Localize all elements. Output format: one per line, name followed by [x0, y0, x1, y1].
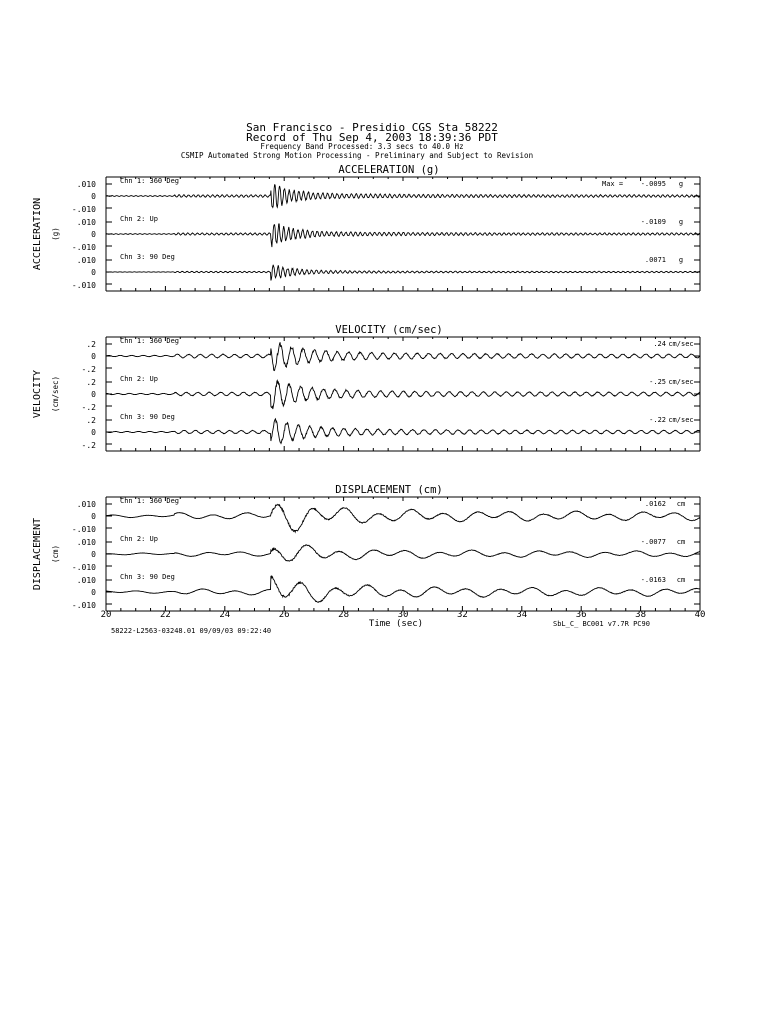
channel-label: Chn 3: 90 Deg: [120, 573, 175, 581]
y-tick-label: .2: [86, 416, 96, 425]
y-tick-label: 0: [91, 588, 96, 597]
y-tick-label: .2: [86, 378, 96, 387]
seismogram-trace: [106, 545, 700, 561]
seismogram-trace: [106, 576, 700, 602]
y-tick-label: -.010: [71, 281, 96, 290]
max-value-label: -.22: [649, 416, 666, 424]
y-tick-label: 0: [91, 268, 96, 277]
y-tick-label: .010: [76, 576, 96, 585]
x-tick-label: 36: [575, 610, 587, 620]
y-tick-label: -.010: [71, 563, 96, 572]
y-tick-label: -.010: [71, 205, 96, 214]
y-axis-unit-2: (cm): [51, 544, 60, 564]
channel-label: Chn 3: 90 Deg: [120, 253, 175, 261]
max-value-label: -.0077: [640, 538, 666, 546]
y-tick-label: .010: [76, 256, 96, 265]
seismogram-trace: [106, 224, 700, 247]
channel-label: Chn 1: 360 Deg: [120, 177, 180, 185]
processing-note: CSMIP Automated Strong Motion Processing - Preliminary and Subject to Revision: [180, 151, 534, 160]
footer-left: 58222-L2563-03248.01 09/09/03 09:22:40: [111, 627, 272, 635]
max-unit-label: g: [678, 218, 684, 226]
y-axis-label-0: ACCELERATION: [32, 197, 43, 271]
y-tick-label: 0: [91, 550, 96, 559]
y-tick-label: -.2: [81, 441, 96, 450]
channel-label: Chn 2: Up: [120, 215, 158, 223]
max-value-label: -.0163: [640, 576, 666, 584]
title-line-1: San Francisco - Presidio CGS Sta 58222: [246, 121, 498, 134]
max-value-label: .24: [653, 340, 666, 348]
y-tick-label: -.010: [71, 243, 96, 252]
max-unit-label: g: [678, 256, 684, 264]
y-tick-label: 0: [91, 512, 96, 521]
x-tick-label: 22: [159, 610, 171, 620]
max-prefix-label: Max =: [602, 180, 624, 188]
footer-right: SbL_C_ BC001 v7.7R PC90: [553, 620, 650, 628]
x-axis-label: Time (sec): [368, 619, 424, 629]
max-value-label: .0071: [644, 256, 666, 264]
seismogram-trace: [106, 185, 700, 208]
title-line-2: Record of Thu Sep 4, 2003 18:39:36 PDT: [246, 131, 498, 144]
y-tick-label: -.2: [81, 403, 96, 412]
max-unit-label: cm/sec: [668, 378, 694, 386]
x-tick-label: 30: [397, 610, 409, 620]
max-value-label: -.0109: [640, 218, 666, 226]
panel-title-2: DISPLACEMENT (cm): [335, 484, 443, 496]
max-value-label: -.0095: [640, 180, 666, 188]
panels-group: [32, 164, 705, 629]
y-tick-label: -.2: [81, 365, 96, 374]
y-tick-label: .010: [76, 218, 96, 227]
y-tick-label: .010: [76, 180, 96, 189]
x-tick-label: 40: [694, 610, 706, 620]
max-unit-label: g: [678, 180, 684, 188]
seismogram-trace: [106, 419, 700, 444]
x-tick-label: 26: [278, 610, 290, 620]
y-tick-label: 0: [91, 192, 96, 201]
x-tick-label: 20: [100, 610, 112, 620]
x-tick-label: 38: [635, 610, 647, 620]
y-axis-unit-1: (cm/sec): [51, 375, 60, 413]
seismogram-trace: [106, 265, 700, 281]
y-axis-label-1: VELOCITY: [32, 369, 43, 419]
panel-title-0: ACCELERATION (g): [338, 164, 440, 176]
x-tick-label: 24: [219, 610, 231, 620]
channel-label: Chn 2: Up: [120, 535, 158, 543]
channel-label: Chn 1: 360 Deg: [120, 497, 180, 505]
y-tick-label: -.010: [71, 525, 96, 534]
seismogram-trace: [106, 381, 700, 410]
panel-title-1: VELOCITY (cm/sec): [335, 324, 443, 336]
y-tick-label: 0: [91, 352, 96, 361]
seismogram-trace: [106, 504, 700, 532]
max-unit-label: cm: [676, 500, 686, 508]
y-tick-label: 0: [91, 390, 96, 399]
y-tick-label: .010: [76, 538, 96, 547]
y-tick-label: 0: [91, 230, 96, 239]
x-tick-label: 32: [456, 610, 468, 620]
max-unit-label: cm/sec: [668, 340, 694, 348]
seismogram-trace: [106, 342, 700, 370]
frequency-band-note: Frequency Band Processed: 3.3 secs to 40.0 Hz: [260, 142, 464, 151]
x-tick-label: 34: [516, 610, 528, 620]
y-axis-label-2: DISPLACEMENT: [32, 517, 43, 591]
max-unit-label: cm: [676, 576, 686, 584]
x-tick-label: 28: [338, 610, 350, 620]
max-value-label: -.25: [649, 378, 666, 386]
y-tick-label: .2: [86, 340, 96, 349]
max-value-label: .0162: [644, 500, 666, 508]
max-unit-label: cm/sec: [668, 416, 694, 424]
y-tick-label: -.010: [71, 601, 96, 610]
channel-label: Chn 3: 90 Deg: [120, 413, 175, 421]
max-unit-label: cm: [676, 538, 686, 546]
channel-label: Chn 2: Up: [120, 375, 158, 383]
y-axis-unit-0: (g): [51, 227, 60, 241]
channel-label: Chn 1: 360 Deg: [120, 337, 180, 345]
y-tick-label: 0: [91, 428, 96, 437]
y-tick-label: .010: [76, 500, 96, 509]
